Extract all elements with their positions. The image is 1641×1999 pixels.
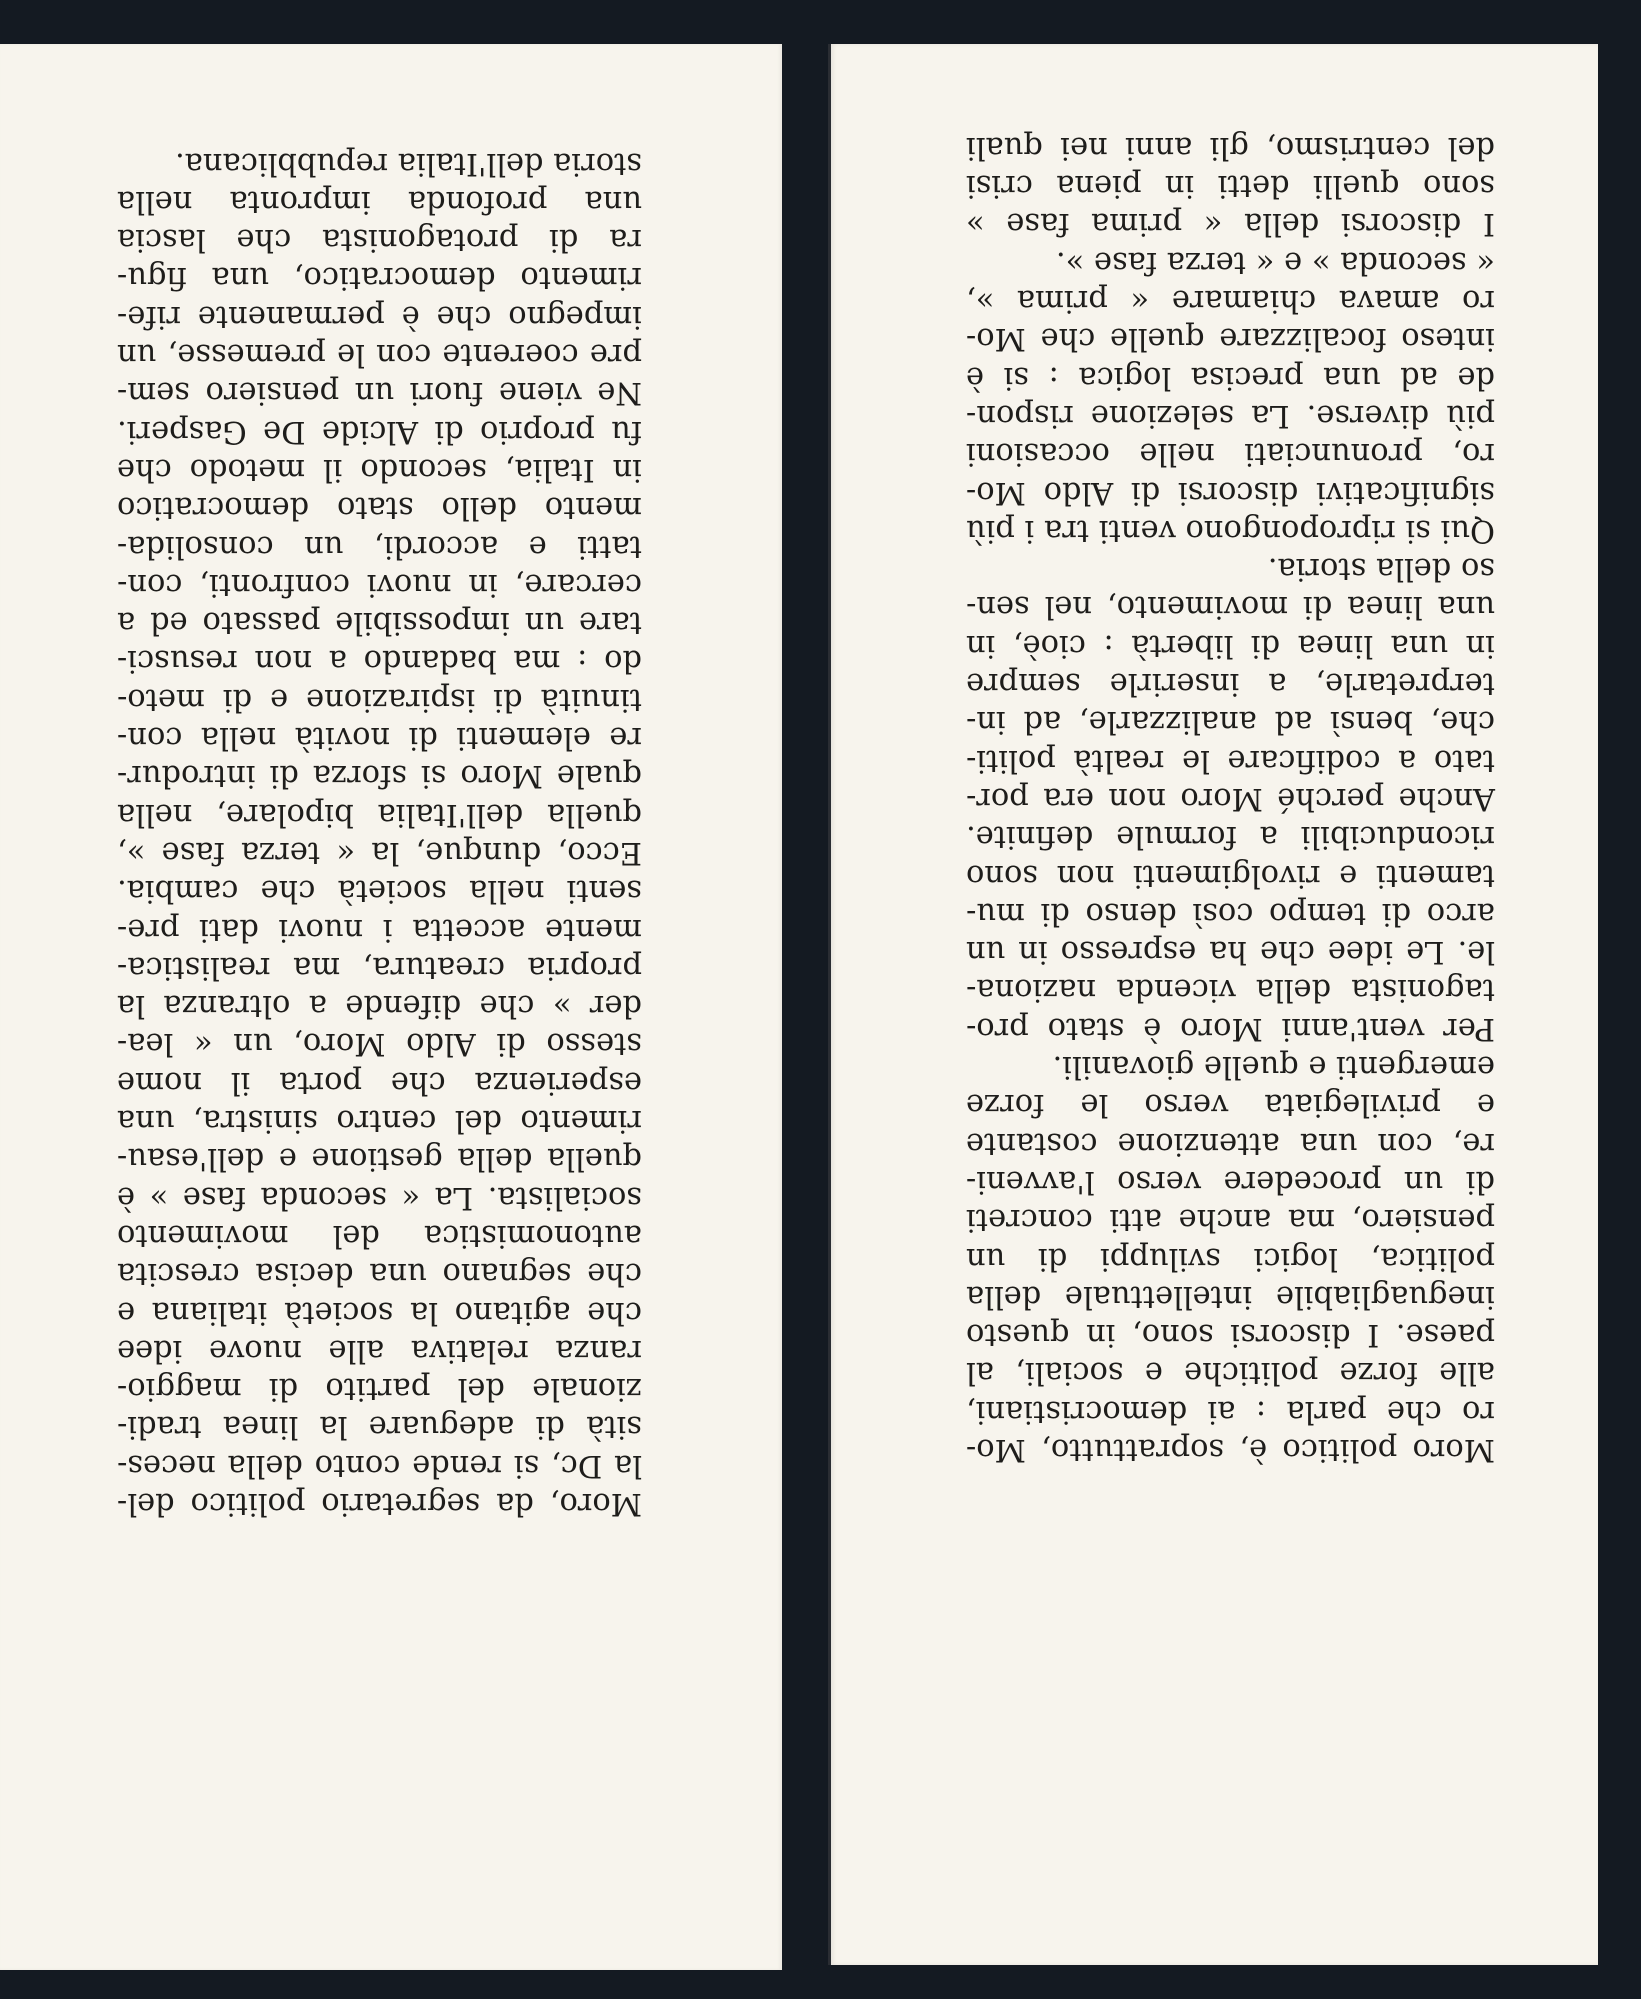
- text-line: una profonda impronta nella: [117, 183, 642, 219]
- text-line: pre coerente con le premesse, un: [117, 337, 642, 373]
- text-line: ro che parla : ai democristiani,: [966, 1393, 1495, 1429]
- text-line: Ne viene fuori un pensiero sem-: [117, 375, 642, 411]
- text-line: Moro, da segretario politico del-: [117, 1486, 642, 1521]
- text-line: più diverse. La selezione rispon-: [966, 397, 1495, 433]
- text-line: re, con una attenzione costante: [966, 1125, 1495, 1161]
- text-line: ineguagliabile intellettuale della: [966, 1278, 1495, 1314]
- text-line: tatti e accordi, un consolida-: [117, 528, 642, 564]
- text-line: alle forze politiche e sociali, al: [966, 1355, 1495, 1391]
- text-line: ro amava chiamare « prima »,: [966, 283, 1495, 319]
- text-line: tare un impossibile passato ed a: [117, 605, 642, 641]
- text-line: rimento democratico, una figu-: [117, 260, 642, 296]
- text-line: la Dc, si rende conto della neces-: [117, 1447, 642, 1483]
- text-line: Qui si ripropongono venti tra i più: [966, 512, 1495, 548]
- text-line: che, bensì ad analizzarle, ad in-: [966, 704, 1495, 740]
- text-line: di un procedere verso l'avveni-: [966, 1163, 1495, 1199]
- text-line: ro, pronunciati nelle occasioni: [966, 436, 1495, 472]
- left-flap-text: [117, 145, 642, 1522]
- text-line: fu proprio di Alcide De Gasperi.: [117, 413, 642, 449]
- text-line: propria creatura, ma realistica-: [117, 949, 642, 985]
- right-book-flap: [828, 44, 1598, 1965]
- text-line: zionale del partito di maggio-: [117, 1371, 642, 1407]
- text-line: inteso focalizzare quelle che Mo-: [966, 321, 1495, 357]
- text-line: mento dello stato democratico: [117, 490, 642, 526]
- text-line: autonomistica del movimento: [117, 1217, 642, 1253]
- text-line: le. Le idee che ha espresso in un: [966, 934, 1495, 970]
- text-line: tato a codificare le realtà politi-: [966, 742, 1495, 778]
- text-line: in una linea di libertà : cioè, in: [966, 627, 1495, 663]
- text-line: del centrismo, gli anni nei quali: [966, 129, 1495, 165]
- text-line: Anche perché Moro non era por-: [966, 780, 1495, 816]
- text-line: e privilegiata verso le forze: [966, 1087, 1495, 1123]
- text-line: mente accetta i nuovi dati pre-: [117, 911, 642, 947]
- text-line: Moro politico è, soprattutto, Mo-: [966, 1432, 1495, 1467]
- text-line: ranza relativa alle nuove idee: [117, 1332, 642, 1368]
- text-line: tinuità di ispirazione e di meto-: [117, 681, 642, 717]
- text-line: sono quelli detti in piena crisi: [966, 168, 1495, 204]
- text-line: quale Moro si sforza di introdur-: [117, 758, 642, 794]
- text-line: riconducibili a formule definite.: [966, 819, 1495, 855]
- text-line: storia dell'Italia repubblicana.: [175, 145, 642, 181]
- text-line: der » che difende a oltranza la: [117, 988, 642, 1024]
- text-line: in Italia, secondo il metodo che: [117, 451, 642, 487]
- text-line: arco di tempo così denso di mu-: [966, 895, 1495, 931]
- text-line: quella della gestione e dell'esau-: [117, 1141, 642, 1177]
- text-line: emergenti e quelle giovanili.: [1052, 1049, 1495, 1085]
- text-line: Per vent'anni Moro è stato pro-: [966, 1010, 1495, 1046]
- text-line: re elementi di novità nella con-: [117, 720, 642, 756]
- text-line: quella dell'Italia bipolare, nella: [117, 796, 642, 832]
- text-line: esperienza che porta il nome: [117, 1064, 642, 1100]
- text-line: cercare, in nuovi confronti, con-: [117, 566, 642, 602]
- text-line: so della storia.: [1267, 551, 1495, 587]
- text-line: stesso di Aldo Moro, un « lea-: [117, 1026, 642, 1062]
- right-flap-text: [966, 129, 1495, 1468]
- left-book-flap: [0, 44, 782, 1970]
- text-line: ra di protagonista che lascia: [117, 222, 642, 258]
- text-line: che segnano una decisa crescita: [117, 1256, 642, 1292]
- text-line: I discorsi della « prima fase »: [966, 206, 1495, 242]
- text-line: de ad una precisa logica : si è: [966, 359, 1495, 395]
- text-line: impegno che è permanente rife-: [117, 298, 642, 334]
- text-line: una linea di movimento, nel sen-: [966, 589, 1495, 625]
- text-line: do : ma badando a non resusci-: [117, 643, 642, 679]
- text-line: terpretarle, a inserirle sempre: [966, 666, 1495, 702]
- text-line: sità di adeguare la linea tradi-: [117, 1409, 642, 1445]
- text-line: « seconda » e « terza fase ».: [1055, 244, 1495, 280]
- text-line: paese. I discorsi sono, in questo: [966, 1317, 1495, 1353]
- text-line: significativi discorsi di Aldo Mo-: [966, 474, 1495, 510]
- text-line: rimento del centro sinistra, una: [117, 1103, 642, 1139]
- text-line: tamenti e rivolgimenti non sono: [966, 857, 1495, 893]
- text-line: Ecco, dunque, la « terza fase »,: [117, 834, 642, 870]
- text-line: senti nella società che cambia.: [117, 873, 642, 909]
- text-line: pensiero, ma anche atti concreti: [966, 1202, 1495, 1238]
- text-line: tagonista della vicenda naziona-: [966, 972, 1495, 1008]
- text-line: che agitano la società italiana e: [117, 1294, 642, 1330]
- text-line: politica, logici sviluppi di un: [966, 1240, 1495, 1276]
- text-line: socialista. La « seconda fase » è: [117, 1179, 642, 1215]
